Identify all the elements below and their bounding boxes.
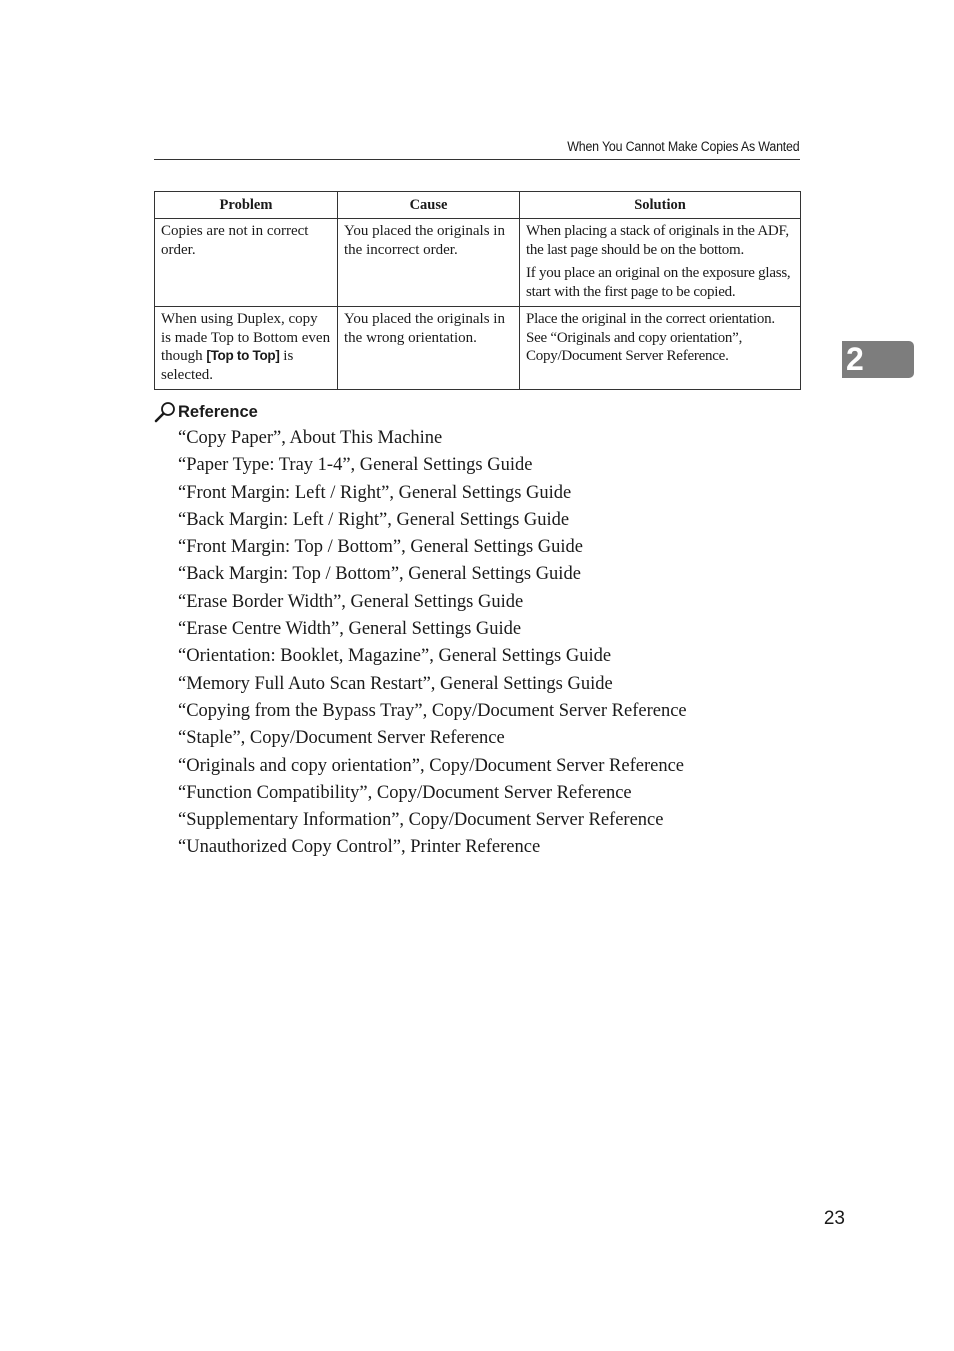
key-label-top-to-top: [Top to Top] (206, 348, 280, 363)
reference-heading-text: Reference (178, 402, 258, 421)
reference-item: “Memory Full Auto Scan Restart”, General Settings Guide (178, 673, 613, 694)
table-row (155, 219, 801, 307)
reference-item: “Erase Centre Width”, General Settings Guide (178, 619, 522, 640)
column-header-solution: Solution (520, 192, 801, 219)
running-header (154, 138, 800, 160)
problem-text: When using Duplex, copy is made Top to Bottom even though (161, 311, 331, 364)
cause-cell: You placed the originals in the incorrect order. (338, 219, 520, 307)
reference-item: “Paper Type: Tray 1-4”, General Settings Guide (178, 455, 533, 476)
chapter-tab: 2 (842, 341, 914, 378)
solution-paragraph: When placing a stack of originals in the ADF, the last page should be on the bottom. (526, 223, 789, 258)
problem-text: is selected. (161, 348, 294, 383)
magnifier-icon (154, 401, 177, 423)
reference-item: “Back Margin: Left / Right”, General Settings Guide (178, 509, 570, 530)
reference-item: “Supplementary Information”, Copy/Document Server Reference (178, 810, 664, 831)
cause-cell: You placed the originals in the wrong orientation. (338, 307, 520, 390)
solution-cell (520, 307, 801, 390)
reference-item: “Unauthorized Copy Control”, Printer Reference (178, 837, 541, 858)
reference-item: “Copying from the Bypass Tray”, Copy/Document Server Reference (178, 700, 687, 721)
problem-cell (155, 307, 338, 390)
troubleshooting-table (154, 191, 801, 390)
solution-paragraph: If you place an original on the exposure glass, start with the first page to be copied. (526, 265, 791, 300)
reference-item: “Erase Border Width”, General Settings Guide (178, 591, 524, 612)
problem-text: Copies are not in correct order. (161, 223, 309, 258)
problem-cell (155, 219, 338, 307)
header-title: When You Cannot Make Copies As Wanted (567, 139, 800, 154)
solution-cell (520, 219, 801, 307)
reference-item: “Copy Paper”, About This Machine (178, 428, 443, 448)
reference-item: “Originals and copy orientation”, Copy/Document Server Reference (178, 755, 685, 776)
column-header-problem: Problem (155, 192, 338, 219)
reference-item: “Function Compatibility”, Copy/Document Server Reference (178, 782, 632, 803)
reference-item: “Orientation: Booklet, Magazine”, General Settings Guide (178, 646, 612, 667)
table-header-row (155, 192, 801, 219)
solution-paragraph: Place the original in the correct orientation. See “Originals and copy orientation”, Copy/Document Server Reference. (526, 311, 775, 364)
reference-item: “Front Margin: Top / Bottom”, General Settings Guide (178, 537, 583, 558)
page-number: 23 (823, 1208, 845, 1229)
reference-list (178, 425, 687, 862)
reference-item: “Staple”, Copy/Document Server Reference (178, 728, 505, 749)
reference-heading (154, 401, 258, 423)
table-row (155, 307, 801, 390)
column-header-cause: Cause (338, 192, 520, 219)
reference-item: “Front Margin: Left / Right”, General Settings Guide (178, 482, 572, 503)
reference-item: “Back Margin: Top / Bottom”, General Settings Guide (178, 564, 581, 585)
